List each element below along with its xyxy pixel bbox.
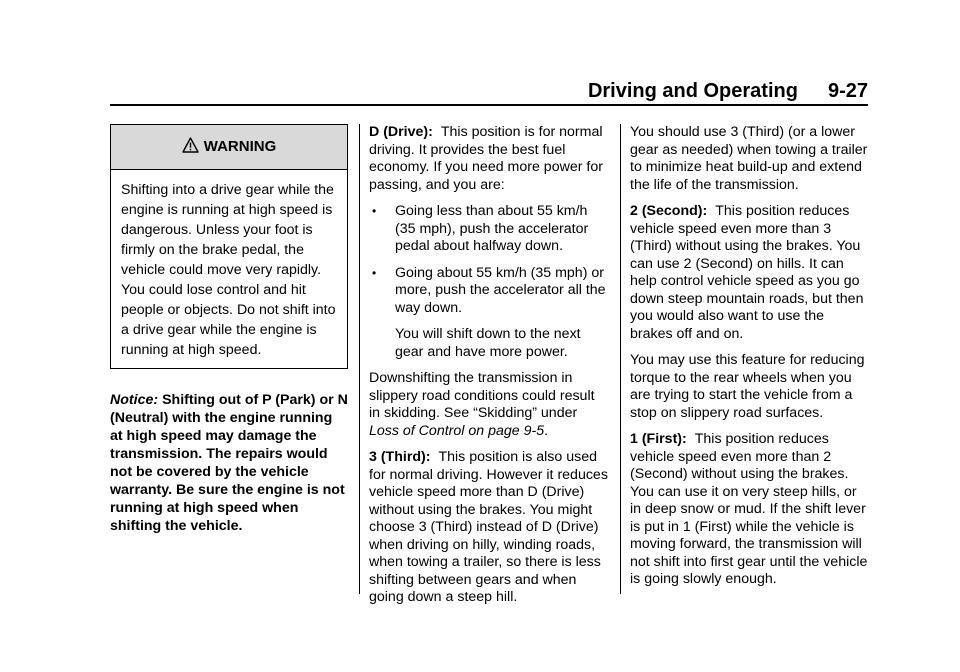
column-divider-1 <box>359 124 360 594</box>
first-paragraph <box>630 431 870 589</box>
column-divider-2 <box>620 124 621 594</box>
drive-text: This position is for normal driving. It provides the best fuel economy. If you need more power for passing, and you are: <box>369 124 603 193</box>
second-term: 2 (Second): <box>630 203 708 219</box>
third-term: 3 (Third): <box>369 449 431 465</box>
cross-reference-link[interactable]: Loss of Control on page 9-5 <box>369 422 545 439</box>
column-3 <box>630 124 870 598</box>
drive-term: D (Drive): <box>369 124 433 140</box>
torque-paragraph: You may use this feature for reducing torque to the rear wheels when you are trying to start the vehicle from a stop on slippery road surfaces. <box>630 352 865 421</box>
third-text: This position is also used for normal driving. However it reduces vehicle speed more than D (Drive) without using the brakes. You might choose 3 (Third) instead of D (Drive) when driving on hilly, winding roads, when towing a trailer, so there is less shifting between gears and when going down a steep hill. <box>369 449 608 605</box>
first-term: 1 (First): <box>630 431 687 447</box>
bullet-mark: • <box>372 204 377 218</box>
header-rule <box>110 104 868 106</box>
drive-paragraph <box>369 124 609 194</box>
warning-header <box>111 125 347 170</box>
page-header <box>110 80 868 106</box>
downshift-paragraph <box>369 370 609 440</box>
notice-text: Shifting out of P (Park) or N (Neutral) with the engine running at high speed may damage the transmission. The repairs would not be covered by the vehicle warranty. Be sure the engine is not running at high speed when shifting the vehicle. <box>110 392 348 534</box>
section-title: Driving and Operating <box>587 80 798 102</box>
warning-box <box>110 124 348 369</box>
warning-text: Shifting into a drive gear while the engine is running at high speed is dangerous. Unless your foot is firmly on the brake pedal, the vehicle could move very rapidly. You could lose control and hit people or objects. Do not shift into a drive gear while the engine is running at high speed. <box>121 182 336 358</box>
notice-label: Notice: <box>110 392 159 408</box>
column-1 <box>110 124 348 535</box>
downshift-end: . <box>544 422 549 439</box>
list-item <box>369 265 609 318</box>
third-paragraph <box>369 449 609 607</box>
warning-title: WARNING <box>203 138 277 156</box>
downshift-text: Downshifting the transmission in slippery road conditions could result in skidding. See “Skidding” under <box>369 370 595 421</box>
page-number: 9-27 <box>827 80 868 102</box>
towing-paragraph: You should use 3 (Third) (or a lower gear as needed) when towing a trailer to minimize heat build-up and extend the life of the transmission. <box>630 124 868 193</box>
drive-followup: You will shift down to the next gear and have more power. <box>395 326 581 360</box>
bullet-mark: • <box>372 265 377 280</box>
second-paragraph <box>630 203 870 343</box>
warning-triangle-icon <box>182 137 199 158</box>
notice-paragraph <box>110 391 348 535</box>
first-text: This position reduces vehicle speed even more than 2 (Second) without using the brakes. You can use it on very steep hills, or in deep snow or mud. If the shift lever is put in 1 (First) while the vehicle is moving forward, the transmission will not shift into first gear until the vehicle is going slowly enough. <box>630 431 868 587</box>
list-item-text: Going about 55 km/h (35 mph) or more, push the accelerator all the way down. <box>395 264 606 316</box>
list-item-text: Going less than about 55 km/h (35 mph), push the accelerator pedal about halfway down. <box>395 203 589 254</box>
column-2 <box>369 124 609 616</box>
list-item <box>369 203 609 256</box>
second-text: This position reduces vehicle speed even more than 3 (Third) without using the brakes. You can use 2 (Second) on hills. It can help control vehicle speed as you go down steep mountain roads, but then you would also want to use the brakes off and on. <box>630 203 864 342</box>
